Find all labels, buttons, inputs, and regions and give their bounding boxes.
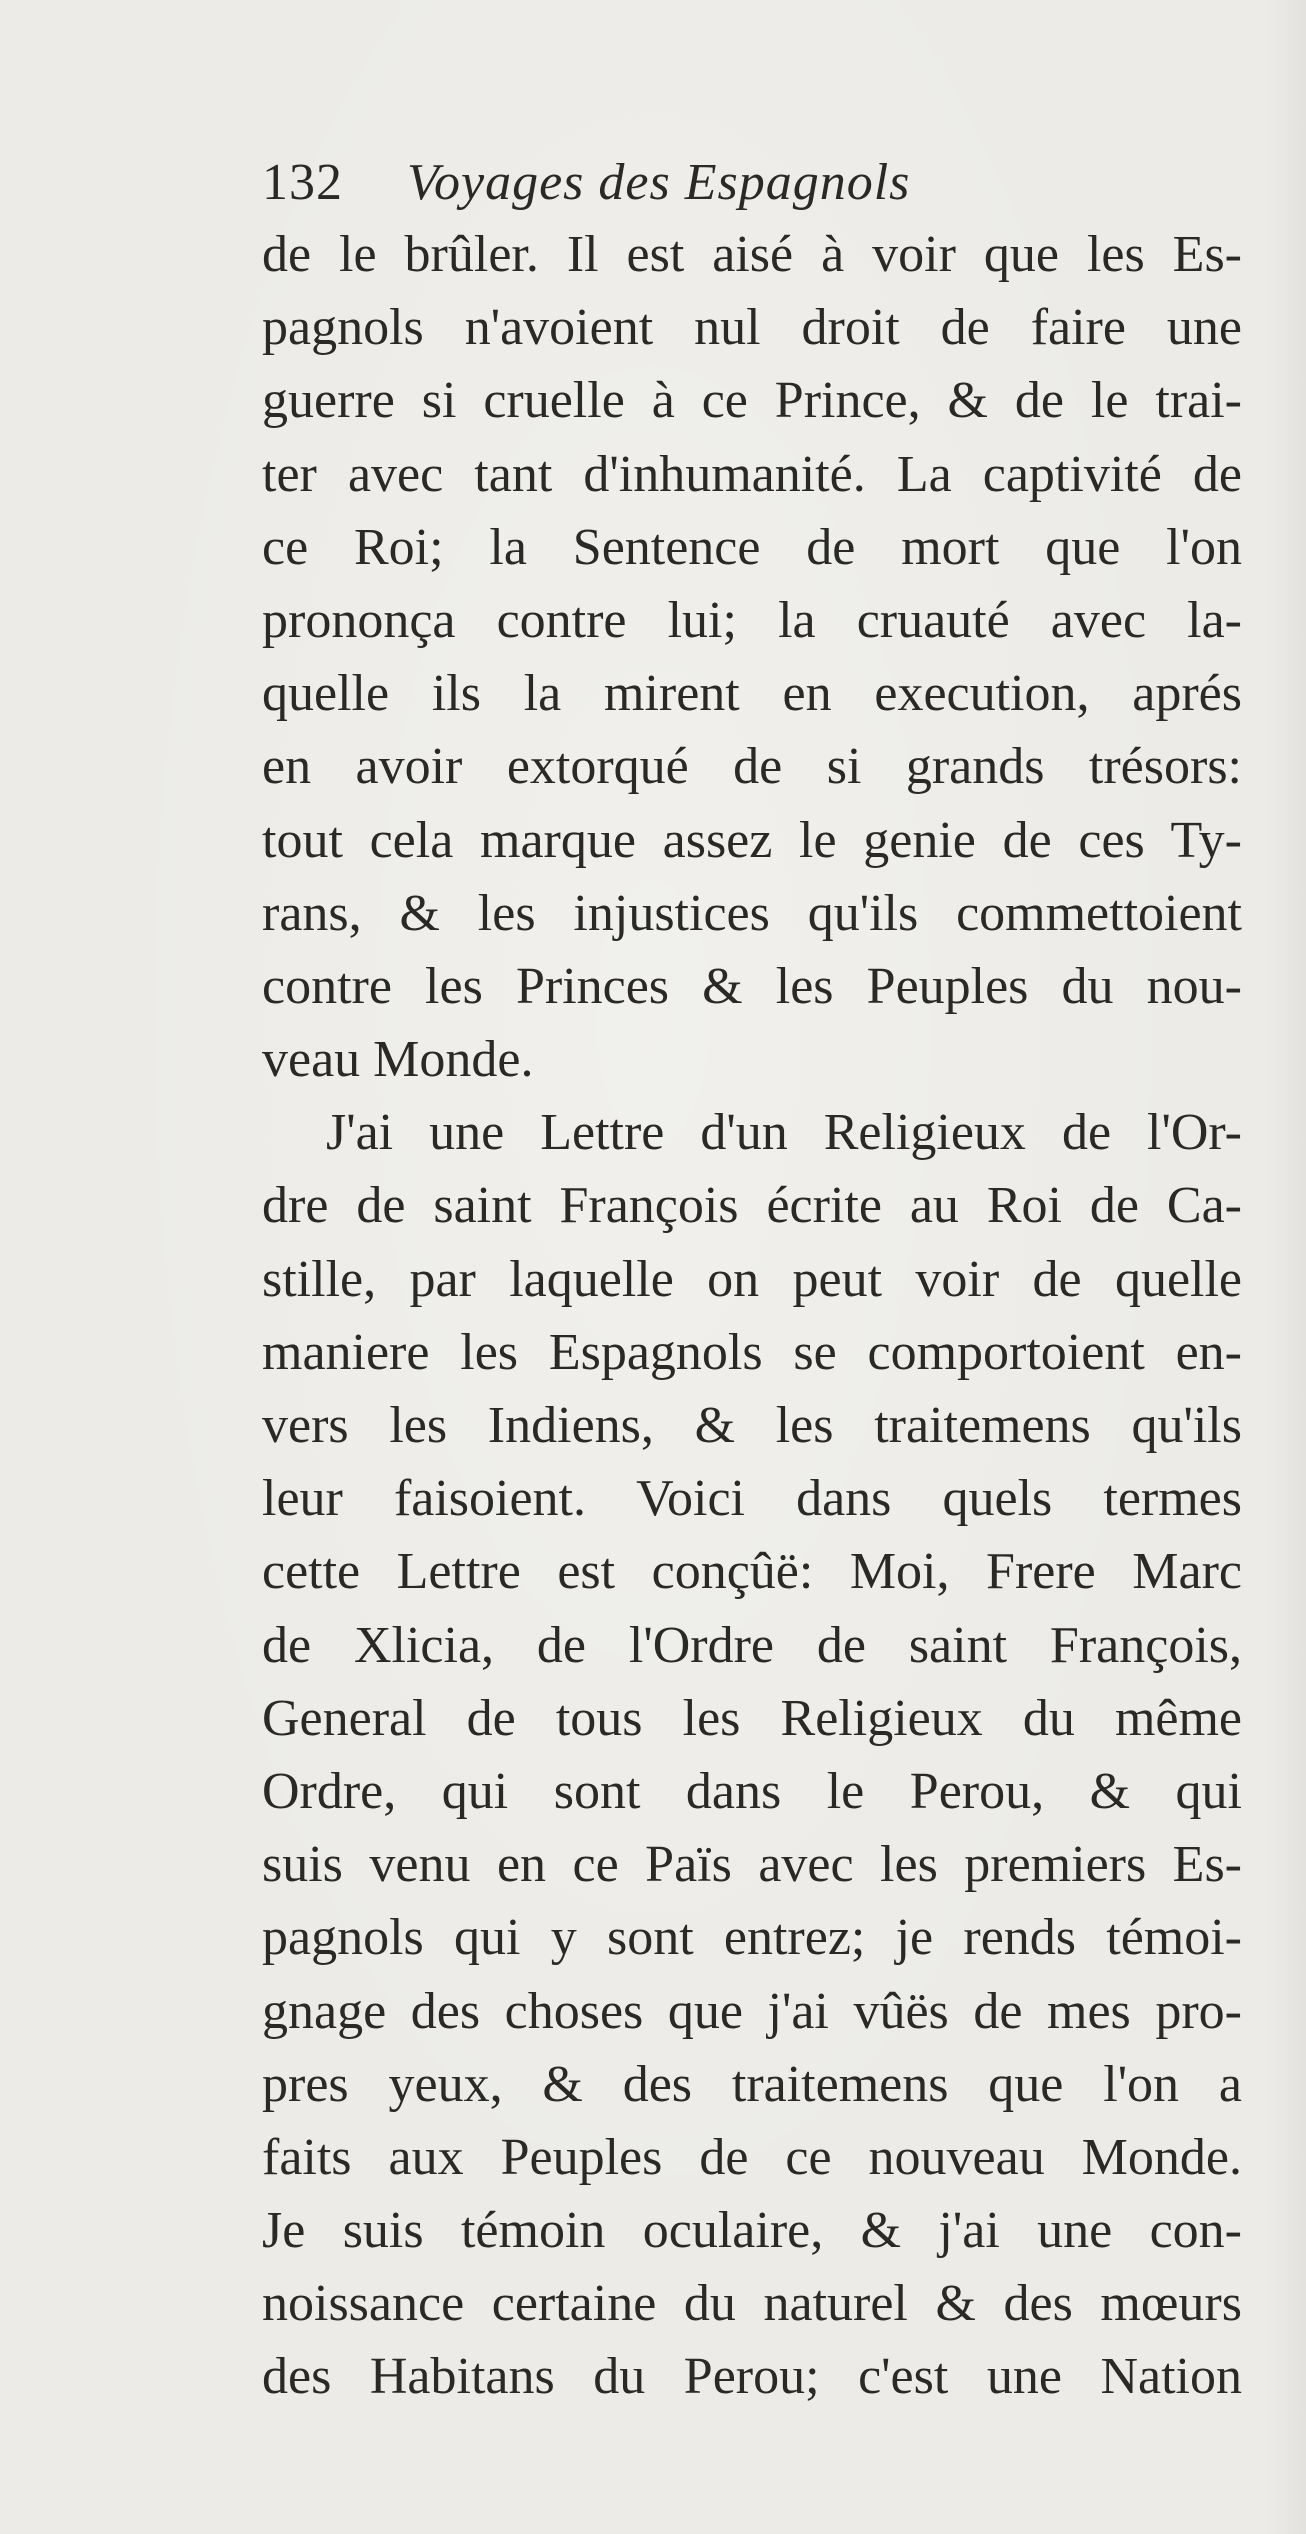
text-line: General de tous les Religieux du même: [262, 1689, 1242, 1747]
text-line: suis venu en ce Païs avec les premiers Es-: [262, 1836, 1242, 1894]
text-line: noissance certaine du naturel & des mœurs: [262, 2275, 1242, 2333]
text-line: J'ai une Lettre d'un Religieux de l'Or-: [326, 1104, 1242, 1162]
text-line: pagnols n'avoient nul droit de faire une: [262, 299, 1242, 357]
text-line: veau Monde.: [262, 1031, 534, 1089]
text-line: de Xlicia, de l'Ordre de saint François,: [262, 1616, 1242, 1674]
running-header: [262, 150, 1262, 216]
text-line: quelle ils la mirent en execution, aprés: [262, 665, 1242, 723]
text-line: contre les Princes & les Peuples du nou-: [262, 957, 1242, 1015]
body-text: [262, 218, 1242, 2414]
running-title: Voyages des Espagnols: [407, 154, 911, 211]
text-line: vers les Indiens, & les traitemens qu'ils: [262, 1397, 1242, 1454]
page-edge-shadow: [1266, 0, 1306, 2534]
text-line: stille, par laquelle on peut voir de quelle: [262, 1250, 1242, 1308]
text-line: des Habitans du Perou; c'est une Nation: [262, 2348, 1242, 2406]
text-line: guerre si cruelle à ce Prince, & de le trai-: [262, 372, 1242, 430]
text-line: pres yeux, & des traitemens que l'on a: [262, 2055, 1242, 2113]
text-line: en avoir extorqué de si grands trésors:: [262, 738, 1242, 796]
text-line: de le brûler. Il est aisé à voir que les Es-: [262, 226, 1242, 283]
text-line: rans, & les injustices qu'ils commettoient: [262, 884, 1242, 942]
text-line: pagnols qui y sont entrez; je rends témoi-: [262, 1909, 1242, 1967]
text-line: gnage des choses que j'ai vûës de mes pro-: [262, 1982, 1242, 2040]
text-line: leur faisoient. Voici dans quels termes: [262, 1470, 1242, 1528]
page-number: 132: [262, 154, 343, 211]
text-line: prononça contre lui; la cruauté avec la-: [262, 591, 1242, 649]
text-line: ter avec tant d'inhumanité. La captivité de: [262, 445, 1242, 503]
text-line: cette Lettre est conçûë: Moi, Frere Marc: [262, 1543, 1242, 1601]
text-line: faits aux Peuples de ce nouveau Monde.: [262, 2128, 1242, 2186]
text-line: Je suis témoin oculaire, & j'ai une con-: [262, 2202, 1242, 2260]
text-line: tout cela marque assez le genie de ces Ty-: [262, 811, 1242, 869]
text-line: Ordre, qui sont dans le Perou, & qui: [262, 1762, 1242, 1820]
text-line: dre de saint François écrite au Roi de Ca-: [262, 1177, 1242, 1235]
text-line: ce Roi; la Sentence de mort que l'on: [262, 518, 1242, 576]
text-line: maniere les Espagnols se comportoient en-: [262, 1323, 1242, 1381]
